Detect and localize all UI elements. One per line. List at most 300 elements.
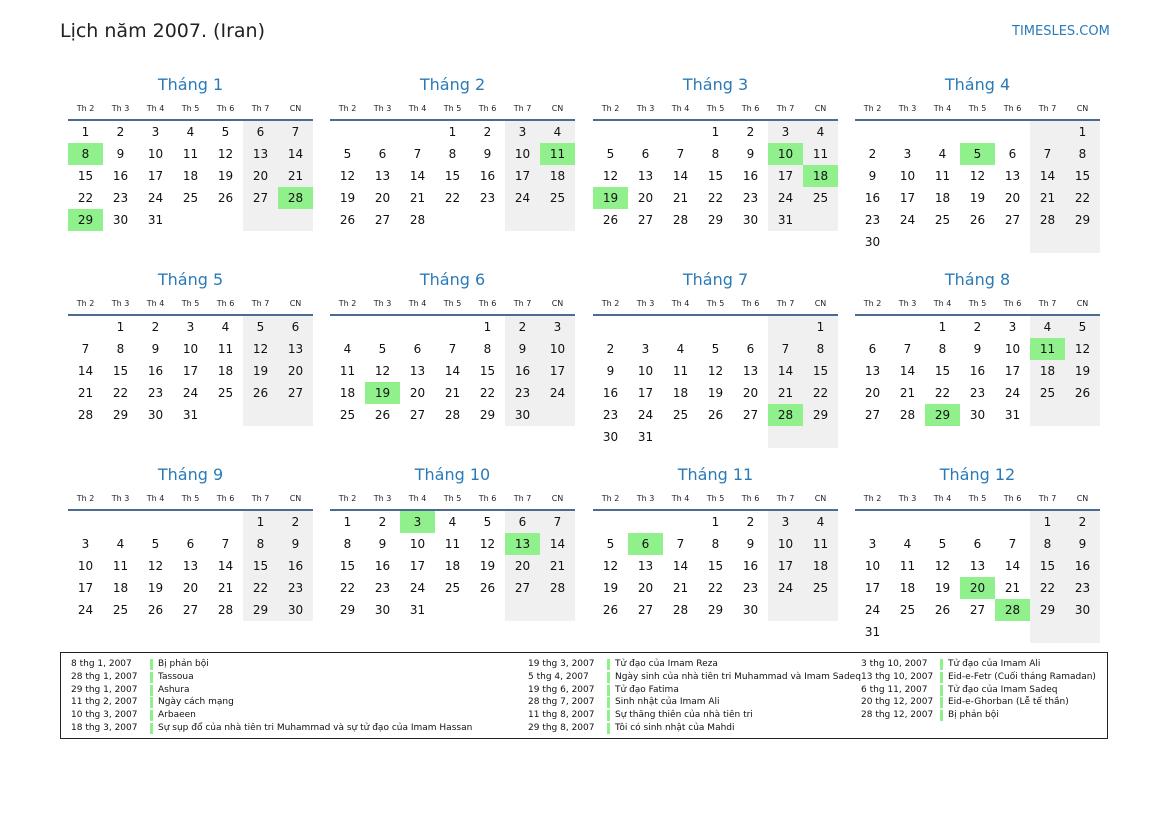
day-cell[interactable]: 20 xyxy=(374,191,391,205)
day-cell[interactable]: 9 xyxy=(116,147,125,161)
day-cell[interactable]: 13 xyxy=(742,364,759,378)
day-cell[interactable]: 9 xyxy=(868,169,877,183)
day-cell[interactable]: 1 xyxy=(1043,515,1052,529)
day-cell[interactable]: 29 xyxy=(339,603,356,617)
day-cell[interactable]: 9 xyxy=(746,147,755,161)
day-cell[interactable]: 22 xyxy=(444,191,461,205)
holiday-day[interactable]: 28 xyxy=(278,187,313,209)
day-cell[interactable]: 9 xyxy=(518,342,527,356)
day-cell[interactable]: 11 xyxy=(934,169,951,183)
day-cell[interactable]: 25 xyxy=(672,408,689,422)
day-cell[interactable]: 2 xyxy=(746,515,755,529)
day-cell[interactable]: 7 xyxy=(81,342,90,356)
day-cell[interactable]: 1 xyxy=(116,320,125,334)
holiday-day[interactable]: 29 xyxy=(68,209,103,231)
day-cell[interactable]: 28 xyxy=(672,603,689,617)
day-cell[interactable]: 19 xyxy=(602,581,619,595)
day-cell[interactable]: 11 xyxy=(182,147,199,161)
day-cell[interactable]: 12 xyxy=(707,364,724,378)
day-cell[interactable]: 23 xyxy=(147,386,164,400)
day-cell[interactable]: 20 xyxy=(287,364,304,378)
day-cell[interactable]: 16 xyxy=(287,559,304,573)
day-cell[interactable]: 30 xyxy=(602,430,619,444)
day-cell[interactable]: 25 xyxy=(549,191,566,205)
day-cell[interactable]: 7 xyxy=(221,537,230,551)
day-cell[interactable]: 11 xyxy=(339,364,356,378)
day-cell[interactable]: 27 xyxy=(409,408,426,422)
day-cell[interactable]: 13 xyxy=(287,342,304,356)
day-cell[interactable]: 18 xyxy=(182,169,199,183)
holiday-day[interactable]: 5 xyxy=(960,143,995,165)
day-cell[interactable]: 13 xyxy=(969,559,986,573)
day-cell[interactable]: 2 xyxy=(378,515,387,529)
day-cell[interactable]: 13 xyxy=(182,559,199,573)
holiday-day[interactable]: 8 xyxy=(68,143,103,165)
day-cell[interactable]: 16 xyxy=(602,386,619,400)
day-cell[interactable]: 3 xyxy=(186,320,195,334)
day-cell[interactable]: 8 xyxy=(1078,147,1087,161)
day-cell[interactable]: 12 xyxy=(602,169,619,183)
day-cell[interactable]: 5 xyxy=(221,125,230,139)
day-cell[interactable]: 5 xyxy=(256,320,265,334)
day-cell[interactable]: 17 xyxy=(1004,364,1021,378)
day-cell[interactable]: 25 xyxy=(339,408,356,422)
day-cell[interactable]: 15 xyxy=(1074,169,1091,183)
day-cell[interactable]: 28 xyxy=(672,213,689,227)
day-cell[interactable]: 3 xyxy=(81,537,90,551)
day-cell[interactable]: 8 xyxy=(816,342,825,356)
day-cell[interactable]: 12 xyxy=(1074,342,1091,356)
day-cell[interactable]: 9 xyxy=(1078,537,1087,551)
day-cell[interactable]: 26 xyxy=(217,191,234,205)
day-cell[interactable]: 1 xyxy=(711,515,720,529)
holiday-day[interactable]: 19 xyxy=(365,382,400,404)
day-cell[interactable]: 14 xyxy=(287,147,304,161)
day-cell[interactable]: 31 xyxy=(409,603,426,617)
day-cell[interactable]: 1 xyxy=(343,515,352,529)
day-cell[interactable]: 5 xyxy=(606,147,615,161)
day-cell[interactable]: 24 xyxy=(147,191,164,205)
day-cell[interactable]: 23 xyxy=(969,386,986,400)
day-cell[interactable]: 22 xyxy=(812,386,829,400)
day-cell[interactable]: 4 xyxy=(221,320,230,334)
day-cell[interactable]: 26 xyxy=(1074,386,1091,400)
day-cell[interactable]: 23 xyxy=(742,191,759,205)
day-cell[interactable]: 25 xyxy=(1039,386,1056,400)
day-cell[interactable]: 9 xyxy=(746,537,755,551)
day-cell[interactable]: 12 xyxy=(252,342,269,356)
day-cell[interactable]: 15 xyxy=(812,364,829,378)
day-cell[interactable]: 23 xyxy=(864,213,881,227)
day-cell[interactable]: 15 xyxy=(112,364,129,378)
day-cell[interactable]: 21 xyxy=(1004,581,1021,595)
day-cell[interactable]: 21 xyxy=(672,191,689,205)
day-cell[interactable]: 4 xyxy=(116,537,125,551)
day-cell[interactable]: 17 xyxy=(514,169,531,183)
day-cell[interactable]: 1 xyxy=(711,125,720,139)
day-cell[interactable]: 25 xyxy=(112,603,129,617)
day-cell[interactable]: 14 xyxy=(217,559,234,573)
day-cell[interactable]: 13 xyxy=(637,559,654,573)
day-cell[interactable]: 23 xyxy=(374,581,391,595)
day-cell[interactable]: 17 xyxy=(182,364,199,378)
day-cell[interactable]: 26 xyxy=(707,408,724,422)
day-cell[interactable]: 4 xyxy=(1043,320,1052,334)
holiday-day[interactable]: 19 xyxy=(593,187,628,209)
day-cell[interactable]: 26 xyxy=(374,408,391,422)
day-cell[interactable]: 30 xyxy=(864,235,881,249)
day-cell[interactable]: 24 xyxy=(777,191,794,205)
day-cell[interactable]: 3 xyxy=(868,537,877,551)
day-cell[interactable]: 21 xyxy=(409,191,426,205)
day-cell[interactable]: 4 xyxy=(676,342,685,356)
day-cell[interactable]: 26 xyxy=(339,213,356,227)
day-cell[interactable]: 21 xyxy=(672,581,689,595)
day-cell[interactable]: 11 xyxy=(217,342,234,356)
day-cell[interactable]: 9 xyxy=(483,147,492,161)
day-cell[interactable]: 27 xyxy=(252,191,269,205)
day-cell[interactable]: 19 xyxy=(479,559,496,573)
day-cell[interactable]: 24 xyxy=(899,213,916,227)
day-cell[interactable]: 15 xyxy=(444,169,461,183)
day-cell[interactable]: 1 xyxy=(1078,125,1087,139)
day-cell[interactable]: 2 xyxy=(151,320,160,334)
day-cell[interactable]: 27 xyxy=(374,213,391,227)
holiday-day[interactable]: 20 xyxy=(960,577,995,599)
day-cell[interactable]: 2 xyxy=(973,320,982,334)
day-cell[interactable]: 30 xyxy=(514,408,531,422)
day-cell[interactable]: 29 xyxy=(112,408,129,422)
day-cell[interactable]: 26 xyxy=(479,581,496,595)
day-cell[interactable]: 28 xyxy=(77,408,94,422)
day-cell[interactable]: 1 xyxy=(938,320,947,334)
day-cell[interactable]: 2 xyxy=(606,342,615,356)
holiday-day[interactable]: 13 xyxy=(505,533,540,555)
day-cell[interactable]: 5 xyxy=(343,147,352,161)
day-cell[interactable]: 16 xyxy=(374,559,391,573)
day-cell[interactable]: 9 xyxy=(973,342,982,356)
day-cell[interactable]: 29 xyxy=(707,213,724,227)
day-cell[interactable]: 17 xyxy=(549,364,566,378)
day-cell[interactable]: 4 xyxy=(553,125,562,139)
day-cell[interactable]: 29 xyxy=(252,603,269,617)
day-cell[interactable]: 8 xyxy=(483,342,492,356)
day-cell[interactable]: 23 xyxy=(1074,581,1091,595)
day-cell[interactable]: 2 xyxy=(291,515,300,529)
day-cell[interactable]: 12 xyxy=(147,559,164,573)
day-cell[interactable]: 22 xyxy=(934,386,951,400)
day-cell[interactable]: 25 xyxy=(217,386,234,400)
day-cell[interactable]: 4 xyxy=(186,125,195,139)
day-cell[interactable]: 16 xyxy=(112,169,129,183)
day-cell[interactable]: 5 xyxy=(606,537,615,551)
day-cell[interactable]: 2 xyxy=(116,125,125,139)
holiday-day[interactable]: 11 xyxy=(540,143,575,165)
day-cell[interactable]: 20 xyxy=(409,386,426,400)
day-cell[interactable]: 16 xyxy=(864,191,881,205)
day-cell[interactable]: 9 xyxy=(606,364,615,378)
day-cell[interactable]: 6 xyxy=(518,515,527,529)
day-cell[interactable]: 28 xyxy=(899,408,916,422)
day-cell[interactable]: 1 xyxy=(448,125,457,139)
day-cell[interactable]: 19 xyxy=(252,364,269,378)
day-cell[interactable]: 24 xyxy=(182,386,199,400)
day-cell[interactable]: 21 xyxy=(549,559,566,573)
day-cell[interactable]: 13 xyxy=(252,147,269,161)
day-cell[interactable]: 31 xyxy=(777,213,794,227)
day-cell[interactable]: 1 xyxy=(81,125,90,139)
holiday-day[interactable]: 6 xyxy=(628,533,663,555)
day-cell[interactable]: 18 xyxy=(444,559,461,573)
day-cell[interactable]: 7 xyxy=(413,147,422,161)
day-cell[interactable]: 17 xyxy=(637,386,654,400)
day-cell[interactable]: 1 xyxy=(256,515,265,529)
day-cell[interactable]: 28 xyxy=(409,213,426,227)
day-cell[interactable]: 11 xyxy=(899,559,916,573)
day-cell[interactable]: 11 xyxy=(812,537,829,551)
day-cell[interactable]: 15 xyxy=(707,169,724,183)
day-cell[interactable]: 15 xyxy=(479,364,496,378)
day-cell[interactable]: 12 xyxy=(374,364,391,378)
day-cell[interactable]: 14 xyxy=(899,364,916,378)
day-cell[interactable]: 30 xyxy=(287,603,304,617)
day-cell[interactable]: 25 xyxy=(899,603,916,617)
day-cell[interactable]: 7 xyxy=(676,537,685,551)
day-cell[interactable]: 28 xyxy=(1039,213,1056,227)
day-cell[interactable]: 24 xyxy=(864,603,881,617)
day-cell[interactable]: 17 xyxy=(147,169,164,183)
day-cell[interactable]: 25 xyxy=(934,213,951,227)
day-cell[interactable]: 8 xyxy=(711,537,720,551)
day-cell[interactable]: 10 xyxy=(409,537,426,551)
day-cell[interactable]: 25 xyxy=(182,191,199,205)
day-cell[interactable]: 23 xyxy=(514,386,531,400)
day-cell[interactable]: 30 xyxy=(147,408,164,422)
day-cell[interactable]: 3 xyxy=(1008,320,1017,334)
day-cell[interactable]: 21 xyxy=(217,581,234,595)
day-cell[interactable]: 5 xyxy=(483,515,492,529)
day-cell[interactable]: 29 xyxy=(707,603,724,617)
day-cell[interactable]: 29 xyxy=(812,408,829,422)
day-cell[interactable]: 19 xyxy=(969,191,986,205)
day-cell[interactable]: 12 xyxy=(339,169,356,183)
day-cell[interactable]: 22 xyxy=(707,581,724,595)
day-cell[interactable]: 16 xyxy=(742,559,759,573)
day-cell[interactable]: 7 xyxy=(781,342,790,356)
day-cell[interactable]: 14 xyxy=(77,364,94,378)
day-cell[interactable]: 17 xyxy=(777,559,794,573)
day-cell[interactable]: 13 xyxy=(374,169,391,183)
day-cell[interactable]: 11 xyxy=(444,537,461,551)
day-cell[interactable]: 6 xyxy=(746,342,755,356)
day-cell[interactable]: 26 xyxy=(252,386,269,400)
day-cell[interactable]: 15 xyxy=(77,169,94,183)
day-cell[interactable]: 17 xyxy=(77,581,94,595)
day-cell[interactable]: 30 xyxy=(1074,603,1091,617)
day-cell[interactable]: 9 xyxy=(151,342,160,356)
day-cell[interactable]: 22 xyxy=(1074,191,1091,205)
day-cell[interactable]: 7 xyxy=(291,125,300,139)
day-cell[interactable]: 6 xyxy=(1008,147,1017,161)
day-cell[interactable]: 21 xyxy=(777,386,794,400)
day-cell[interactable]: 20 xyxy=(637,581,654,595)
day-cell[interactable]: 16 xyxy=(514,364,531,378)
day-cell[interactable]: 24 xyxy=(77,603,94,617)
day-cell[interactable]: 14 xyxy=(672,169,689,183)
day-cell[interactable]: 30 xyxy=(112,213,129,227)
day-cell[interactable]: 14 xyxy=(409,169,426,183)
day-cell[interactable]: 5 xyxy=(378,342,387,356)
day-cell[interactable]: 23 xyxy=(287,581,304,595)
day-cell[interactable]: 27 xyxy=(969,603,986,617)
day-cell[interactable]: 1 xyxy=(816,320,825,334)
day-cell[interactable]: 4 xyxy=(448,515,457,529)
day-cell[interactable]: 8 xyxy=(116,342,125,356)
day-cell[interactable]: 11 xyxy=(672,364,689,378)
day-cell[interactable]: 14 xyxy=(549,537,566,551)
day-cell[interactable]: 13 xyxy=(864,364,881,378)
day-cell[interactable]: 23 xyxy=(602,408,619,422)
day-cell[interactable]: 2 xyxy=(518,320,527,334)
day-cell[interactable]: 10 xyxy=(147,147,164,161)
day-cell[interactable]: 25 xyxy=(812,581,829,595)
day-cell[interactable]: 6 xyxy=(186,537,195,551)
day-cell[interactable]: 28 xyxy=(549,581,566,595)
day-cell[interactable]: 23 xyxy=(479,191,496,205)
day-cell[interactable]: 6 xyxy=(378,147,387,161)
day-cell[interactable]: 26 xyxy=(602,603,619,617)
day-cell[interactable]: 22 xyxy=(339,581,356,595)
day-cell[interactable]: 7 xyxy=(553,515,562,529)
day-cell[interactable]: 29 xyxy=(1074,213,1091,227)
day-cell[interactable]: 3 xyxy=(781,125,790,139)
day-cell[interactable]: 17 xyxy=(777,169,794,183)
day-cell[interactable]: 7 xyxy=(903,342,912,356)
holiday-day[interactable]: 3 xyxy=(400,511,435,533)
day-cell[interactable]: 20 xyxy=(637,191,654,205)
day-cell[interactable]: 9 xyxy=(378,537,387,551)
day-cell[interactable]: 23 xyxy=(112,191,129,205)
day-cell[interactable]: 15 xyxy=(707,559,724,573)
day-cell[interactable]: 22 xyxy=(112,386,129,400)
day-cell[interactable]: 16 xyxy=(479,169,496,183)
day-cell[interactable]: 27 xyxy=(514,581,531,595)
day-cell[interactable]: 6 xyxy=(291,320,300,334)
day-cell[interactable]: 20 xyxy=(742,386,759,400)
day-cell[interactable]: 22 xyxy=(1039,581,1056,595)
day-cell[interactable]: 24 xyxy=(514,191,531,205)
day-cell[interactable]: 5 xyxy=(938,537,947,551)
day-cell[interactable]: 30 xyxy=(374,603,391,617)
day-cell[interactable]: 27 xyxy=(637,603,654,617)
day-cell[interactable]: 10 xyxy=(549,342,566,356)
day-cell[interactable]: 20 xyxy=(182,581,199,595)
day-cell[interactable]: 31 xyxy=(1004,408,1021,422)
day-cell[interactable]: 15 xyxy=(1039,559,1056,573)
day-cell[interactable]: 24 xyxy=(1004,386,1021,400)
day-cell[interactable]: 18 xyxy=(549,169,566,183)
day-cell[interactable]: 18 xyxy=(1039,364,1056,378)
day-cell[interactable]: 18 xyxy=(112,581,129,595)
day-cell[interactable]: 10 xyxy=(777,537,794,551)
day-cell[interactable]: 12 xyxy=(969,169,986,183)
day-cell[interactable]: 21 xyxy=(1039,191,1056,205)
day-cell[interactable]: 23 xyxy=(742,581,759,595)
day-cell[interactable]: 22 xyxy=(252,581,269,595)
day-cell[interactable]: 12 xyxy=(934,559,951,573)
day-cell[interactable]: 6 xyxy=(641,147,650,161)
day-cell[interactable]: 12 xyxy=(602,559,619,573)
holiday-day[interactable]: 28 xyxy=(995,599,1030,621)
day-cell[interactable]: 28 xyxy=(217,603,234,617)
site-link[interactable]: TIMESLES.COM xyxy=(1012,24,1110,39)
day-cell[interactable]: 7 xyxy=(676,147,685,161)
day-cell[interactable]: 27 xyxy=(742,408,759,422)
day-cell[interactable]: 3 xyxy=(903,147,912,161)
day-cell[interactable]: 21 xyxy=(899,386,916,400)
day-cell[interactable]: 11 xyxy=(812,147,829,161)
day-cell[interactable]: 27 xyxy=(182,603,199,617)
day-cell[interactable]: 24 xyxy=(409,581,426,595)
day-cell[interactable]: 6 xyxy=(413,342,422,356)
day-cell[interactable]: 29 xyxy=(479,408,496,422)
day-cell[interactable]: 7 xyxy=(448,342,457,356)
day-cell[interactable]: 6 xyxy=(973,537,982,551)
day-cell[interactable]: 3 xyxy=(553,320,562,334)
day-cell[interactable]: 7 xyxy=(1043,147,1052,161)
day-cell[interactable]: 4 xyxy=(816,125,825,139)
day-cell[interactable]: 22 xyxy=(479,386,496,400)
day-cell[interactable]: 20 xyxy=(864,386,881,400)
day-cell[interactable]: 27 xyxy=(287,386,304,400)
day-cell[interactable]: 4 xyxy=(343,342,352,356)
day-cell[interactable]: 21 xyxy=(287,169,304,183)
day-cell[interactable]: 16 xyxy=(1074,559,1091,573)
day-cell[interactable]: 1 xyxy=(483,320,492,334)
day-cell[interactable]: 3 xyxy=(781,515,790,529)
day-cell[interactable]: 7 xyxy=(1008,537,1017,551)
day-cell[interactable]: 19 xyxy=(707,386,724,400)
day-cell[interactable]: 19 xyxy=(147,581,164,595)
day-cell[interactable]: 13 xyxy=(637,169,654,183)
day-cell[interactable]: 10 xyxy=(899,169,916,183)
day-cell[interactable]: 9 xyxy=(291,537,300,551)
day-cell[interactable]: 30 xyxy=(969,408,986,422)
day-cell[interactable]: 5 xyxy=(1078,320,1087,334)
day-cell[interactable]: 15 xyxy=(934,364,951,378)
day-cell[interactable]: 8 xyxy=(448,147,457,161)
day-cell[interactable]: 26 xyxy=(969,213,986,227)
day-cell[interactable]: 28 xyxy=(444,408,461,422)
day-cell[interactable]: 17 xyxy=(864,581,881,595)
day-cell[interactable]: 22 xyxy=(77,191,94,205)
day-cell[interactable]: 14 xyxy=(444,364,461,378)
day-cell[interactable]: 2 xyxy=(746,125,755,139)
day-cell[interactable]: 13 xyxy=(409,364,426,378)
day-cell[interactable]: 6 xyxy=(868,342,877,356)
holiday-day[interactable]: 29 xyxy=(925,404,960,426)
day-cell[interactable]: 26 xyxy=(602,213,619,227)
day-cell[interactable]: 4 xyxy=(816,515,825,529)
day-cell[interactable]: 10 xyxy=(1004,342,1021,356)
day-cell[interactable]: 25 xyxy=(444,581,461,595)
day-cell[interactable]: 20 xyxy=(252,169,269,183)
day-cell[interactable]: 20 xyxy=(514,559,531,573)
day-cell[interactable]: 24 xyxy=(777,581,794,595)
day-cell[interactable]: 11 xyxy=(112,559,129,573)
day-cell[interactable]: 6 xyxy=(256,125,265,139)
day-cell[interactable]: 17 xyxy=(899,191,916,205)
